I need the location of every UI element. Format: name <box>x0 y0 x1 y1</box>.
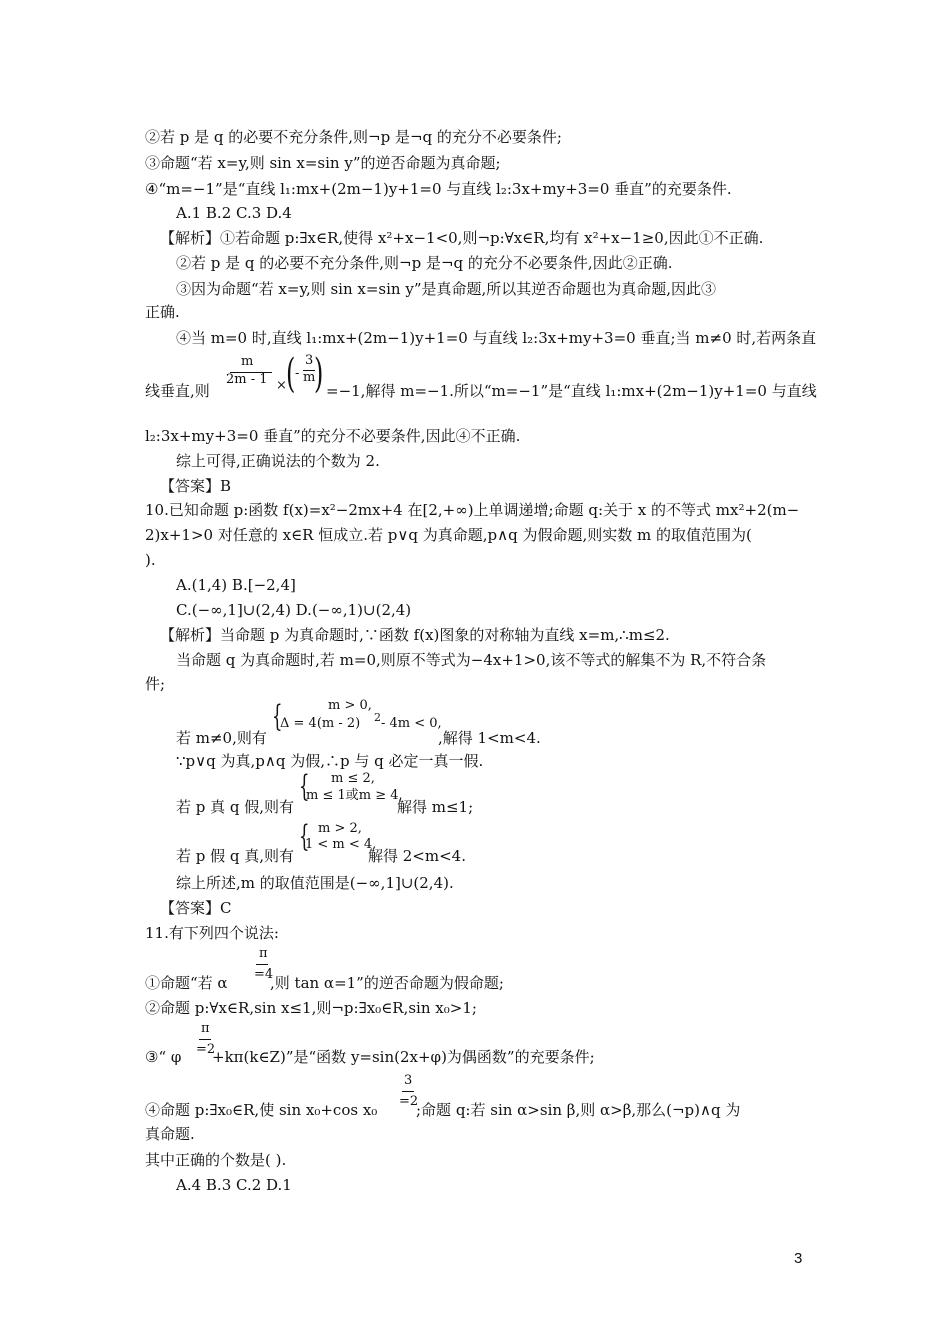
text-line: 2)x+1>0 对任意的 x∈R 恒成立.若 p∨q 为真命题,p∧q 为假命题,则实数 m 的取值范围为( <box>145 526 752 544</box>
right-paren: ) <box>314 351 324 397</box>
text-line: 综上可得,正确说法的个数为 2. <box>176 452 380 470</box>
text-line: =−1,解得 m=−1.所以“m=−1”是“直线 l₁:mx+(2m−1)y+1=0 与直线 <box>326 382 817 400</box>
answer-options: A.1 B.2 C.3 D.4 <box>176 204 292 222</box>
text-line: ,解得 1<m<4. <box>438 729 541 747</box>
left-brace: { <box>272 699 283 734</box>
system-row: m > 2, <box>318 821 362 836</box>
text-line: ④当 m=0 时,直线 l₁:mx+(2m−1)y+1=0 与直线 l₂:3x+my+3=0 垂直;当 m≠0 时,若两条直 <box>176 329 817 347</box>
system-row: m > 0, <box>328 698 372 713</box>
text-line: 【解析】①若命题 p:∃x∈R,使得 x²+x−1<0,则¬p:∀x∈R,均有 x²+x−1≥0,因此①不正确. <box>160 229 764 247</box>
text-line: 若 p 真 q 假,则有 <box>176 798 295 816</box>
page-number: 3 <box>794 1250 803 1267</box>
text-line: ③命题“若 x=y,则 sin x=sin y”的逆否命题为真命题; <box>145 154 501 172</box>
system-row: m ≤ 1或m ≥ 4, <box>306 788 403 803</box>
text-line: 真命题. <box>145 1125 195 1143</box>
text-line: 线垂直,则 <box>145 382 210 400</box>
system-row: m ≤ 2, <box>331 771 375 786</box>
text-line: ). <box>145 551 156 569</box>
text-line: 【解析】当命题 p 为真命题时,∵函数 f(x)图象的对称轴为直线 x=m,∴m≤2. <box>160 626 670 644</box>
answer-options: C.(−∞,1]∪(2,4) D.(−∞,1)∪(2,4) <box>176 601 412 619</box>
fraction-denominator: =4 <box>254 967 274 982</box>
question-10: 10.已知命题 p:函数 f(x)=x²−2mx+4 在[2,+∞)上单调递增;命题 q:关于 x 的不等式 mx²+2(m− <box>145 501 800 519</box>
text-line: 解得 2<m<4. <box>368 847 466 865</box>
superscript: 2 <box>374 711 381 724</box>
text-line: ;命题 q:若 sin α>sin β,则 α>β,那么(¬p)∧q 为 <box>416 1101 741 1119</box>
text-line: ②若 p 是 q 的必要不充分条件,则¬p 是¬q 的充分不必要条件; <box>145 128 562 146</box>
fraction-denominator: 2m - 1 <box>226 372 268 387</box>
text-line: ∵p∨q 为真,p∧q 为假,∴p 与 q 必定一真一假. <box>176 752 484 770</box>
text-line: l₂:3x+my+3=0 垂直”的充分不必要条件,因此④不正确. <box>145 427 521 445</box>
text-line: ①命题“若 α <box>145 974 228 992</box>
text-line: 解得 m≤1; <box>397 798 474 816</box>
answer-label: 【答案】B <box>160 477 232 495</box>
fraction-bar <box>402 1091 414 1092</box>
fraction-numerator: 3 <box>404 1073 413 1088</box>
text-line: 正确. <box>145 303 180 321</box>
text-line: ,则 tan α=1”的逆否命题为假命题; <box>270 974 504 992</box>
fraction-bar <box>256 964 268 965</box>
system-row: 1 < m < 4, <box>305 837 377 852</box>
system-row: Δ = 4(m - 2) <box>280 716 361 731</box>
fraction-denominator: =2 <box>196 1042 216 1057</box>
text-line: ④命题 p:∃x₀∈R,使 sin x₀+cos x₀ <box>145 1101 378 1119</box>
answer-options: A.4 B.3 C.2 D.1 <box>176 1176 292 1194</box>
text-line: 件; <box>145 675 166 693</box>
fraction-denominator: m <box>303 370 316 385</box>
text-line: ④“m=−1”是“直线 l₁:mx+(2m−1)y+1=0 与直线 l₂:3x+my+3=0 垂直”的充要条件. <box>145 180 732 198</box>
text-line: 综上所述,m 的取值范围是(−∞,1]∪(2,4). <box>176 874 454 892</box>
left-brace: { <box>299 819 310 854</box>
text-line: 若 p 假 q 真,则有 <box>176 847 295 865</box>
text-line: 其中正确的个数是( ). <box>145 1151 287 1169</box>
pi-symbol: π <box>201 1021 210 1036</box>
question-11: 11.有下列四个说法: <box>145 924 279 942</box>
fraction-numerator: m <box>241 354 254 369</box>
text-line: 若 m≠0,则有 <box>176 729 267 747</box>
text-line: ③因为命题“若 x=y,则 sin x=sin y”是真命题,所以其逆否命题也为真命题,因此③ <box>176 280 717 298</box>
answer-options: A.(1,4) B.[−2,4] <box>176 576 296 594</box>
fraction-bar <box>199 1039 211 1040</box>
fraction-minus: - <box>295 366 300 381</box>
text-line: ②命题 p:∀x∈R,sin x≤1,则¬p:∃x₀∈R,sin x₀>1; <box>145 999 477 1017</box>
system-row: - 4m < 0, <box>381 716 442 731</box>
answer-label: 【答案】C <box>160 899 232 917</box>
text-line: ②若 p 是 q 的必要不充分条件,则¬p 是¬q 的充分不必要条件,因此②正确. <box>176 254 673 272</box>
times-sign: × <box>276 378 287 393</box>
left-brace: { <box>299 769 310 804</box>
fraction-denominator: =2 <box>399 1094 419 1109</box>
text-line: 当命题 q 为真命题时,若 m=0,则原不等式为−4x+1>0,该不等式的解集不为 R,不符合条 <box>176 651 767 669</box>
pi-symbol: π <box>259 946 268 961</box>
text-line: +kπ(k∈Z)”是“函数 y=sin(2x+φ)为偶函数”的充要条件; <box>212 1048 595 1066</box>
fraction-numerator: 3 <box>305 353 314 368</box>
left-paren: ( <box>286 351 296 397</box>
text-line: ③“ φ <box>145 1048 182 1066</box>
